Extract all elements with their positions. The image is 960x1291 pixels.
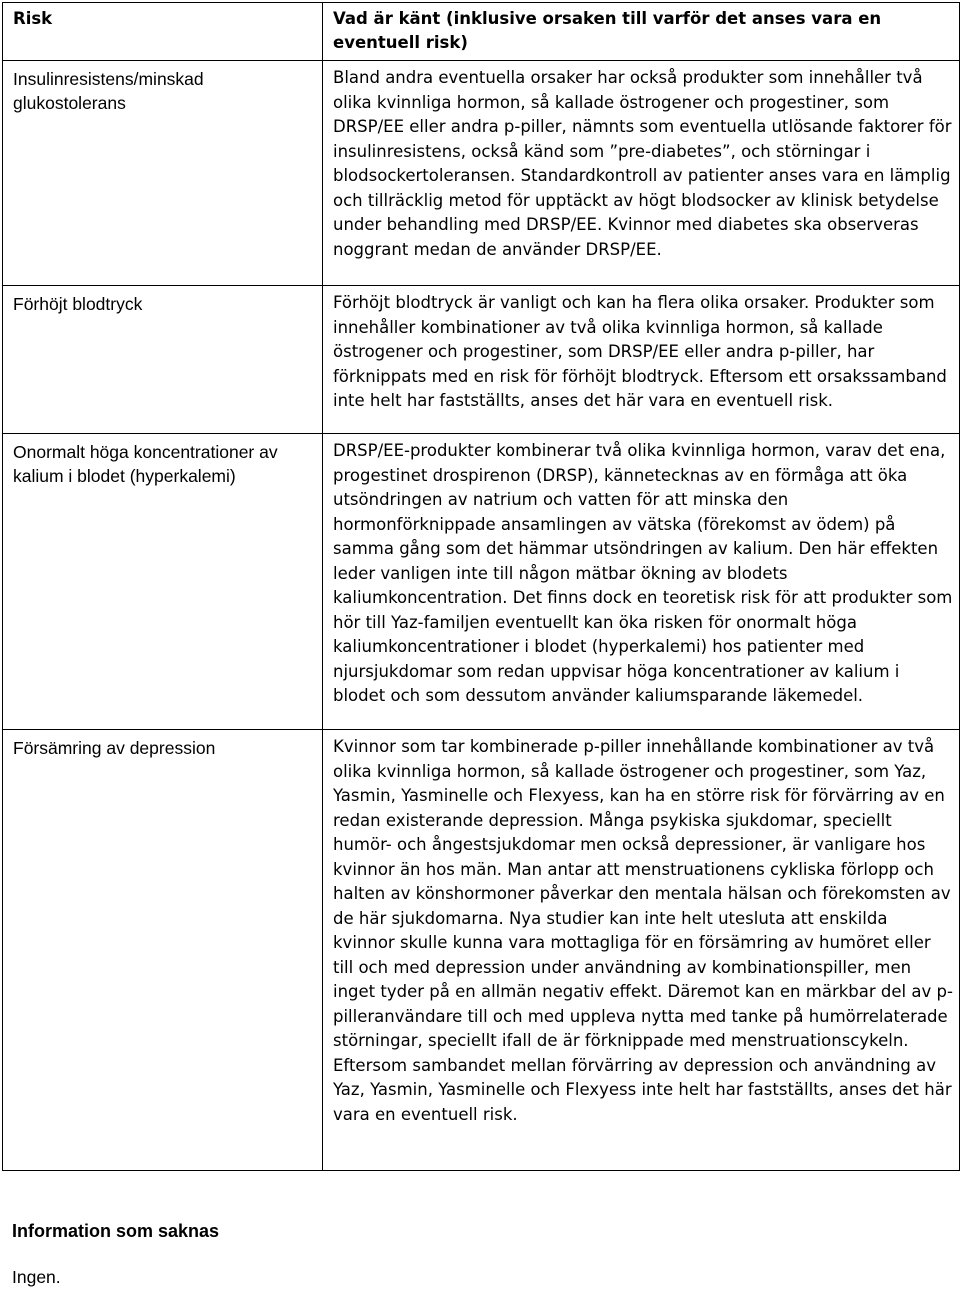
table-row [3,286,960,434]
risk-table [2,2,960,1171]
table-row [3,434,960,730]
missing-info-title: Information som saknas [12,1221,220,1241]
table-row [3,730,960,1171]
risk-name-cell: Förhöjt blodtryck [3,286,323,434]
header-known: Vad är känt (inklusive orsaken till varför det anses vara en eventuell risk) [323,3,960,61]
risk-description-cell: Förhöjt blodtryck är vanligt och kan ha flera olika orsaker. Produkter som innehåller kombinationer av två olika kvinnliga hormon, så kallade östrogener och progestiner, som DRSP/EE eller andra p-piller, har förknippats med en risk för förhöjt blodtryck. Eftersom ett orsakssamband inte helt har fastställts, anses det här vara en eventuell risk. [323,286,960,434]
table-row [3,61,960,286]
table-header-row [3,3,960,61]
risk-description-cell: Bland andra eventuella orsaker har också produkter som innehåller två olika kvinnliga hormon, så kallade östrogener och progestiner, som DRSP/EE eller andra p-piller, nämnts som eventuella utlösande faktorer för insulinresistens, också känd som ”pre-diabetes”, och störningar i blodsockertoleransen. Standardkontroll av patienter anses vara en lämplig och tillräcklig metod för upptäckt av högt blodsocker av klinisk betydelse under behandling med DRSP/EE. Kvinnor med diabetes ska observeras noggrant medan de använder DRSP/EE. [323,61,960,286]
risk-name-cell: Försämring av depression [3,730,323,1171]
header-risk: Risk [3,3,323,61]
risk-description-cell: DRSP/EE-produkter kombinerar två olika kvinnliga hormon, varav det ena, progestinet drospirenon (DRSP), kännetecknas av en förmåga att öka utsöndringen av natrium och vatten för att minska den hormonförknippade ansamlingen av vätska (förekomst av ödem) på samma gång som det hämmar utsöndringen av kalium. Den här effekten leder vanligen inte till någon mätbar ökning av blodets kaliumkoncentration. Det finns dock en teoretisk risk för att produkter som hör till Yaz-familjen eventuellt kan öka risken för onormalt höga kaliumkoncentrationer i blodet (hyperkalemi) hos patienter med njursjukdomar som redan uppvisar höga koncentrationer av kalium i blodet och som dessutom använder kaliumsparande läkemedel. [323,434,960,730]
risk-name-cell: Insulinresistens/minskad glukostolerans [3,61,323,286]
risk-description-cell: Kvinnor som tar kombinerade p-piller innehållande kombinationer av två olika kvinnliga hormon, så kallade östrogener och progestiner, som Yaz, Yasmin, Yasminelle och Flexyess, kan ha en större risk för förvärring av en redan existerande depression. Många psykiska sjukdomar, speciellt humör- och ångestsjukdomar men också depressioner, är vanligare hos kvinnor än hos män. Man antar att menstruationens cykliska förlopp och halten av könshormoner påverkar den mentala hälsan och förekomsten av de här sjukdomarna. Nya studier kan inte helt utesluta att enskilda kvinnor skulle kunna vara mottagliga för en försämring av humöret eller till och med depression under användning av kombinationspiller, men inget tyder på en allmän negativ effekt. Däremot kan en märkbar del av p-pilleranvändare till och med uppleva nytta med tanke på humörrelaterade störningar, speciellt ifall de är förknippade med menstruationscykeln. Eftersom sambandet mellan förvärring av depression och användning av Yaz, Yasmin, Yasminelle och Flexyess inte helt har fastställts, anses det här vara en eventuell risk. [323,730,960,1171]
missing-info-body: Ingen. [12,1267,61,1287]
risk-name-cell: Onormalt höga koncentrationer av kalium i blodet (hyperkalemi) [3,434,323,730]
